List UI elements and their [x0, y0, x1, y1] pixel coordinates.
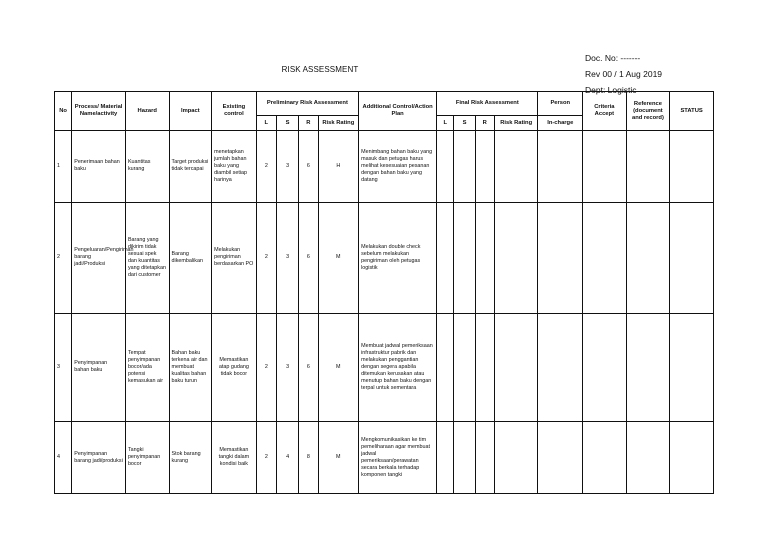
row-person-in-charge: [538, 422, 583, 494]
header-prelim-r: R: [299, 116, 318, 131]
row-process: Penyimpanan bahan baku: [72, 313, 126, 422]
row-criteria: [583, 202, 627, 313]
header-preliminary: Preliminary Risk Assessment: [256, 92, 358, 116]
row-reference: [626, 202, 670, 313]
row-hazard: Kuantitas kurang: [125, 131, 169, 203]
row-final-risk-rating: [494, 313, 538, 422]
table-row: [55, 202, 714, 313]
header-prelim-l: L: [256, 116, 276, 131]
row-reference: [626, 131, 670, 203]
table-row: [55, 131, 714, 203]
row-prelim-s: 4: [276, 422, 298, 494]
row-process: Penyimpanan barang jadi/produksi: [72, 422, 126, 494]
row-impact: Stok barang kurang: [169, 422, 212, 494]
row-impact: Barang dikembalikan: [169, 202, 212, 313]
row-prelim-risk-rating: M: [318, 313, 359, 422]
row-status: [670, 131, 714, 203]
revision: Rev 00 / 1 Aug 2019: [585, 69, 663, 79]
header-reference: Reference (document and record): [626, 92, 670, 131]
header-process: Process/ Material Name/activity: [72, 92, 126, 131]
row-final-r: [475, 202, 494, 313]
row-hazard: Barang yang dikirim tidak sesuai spek dan kuantitas yang ditetapkan dari customer: [125, 202, 169, 313]
row-hazard: Tempat penyimpanan bocor/ada potensi kemasukan air: [125, 313, 169, 422]
row-person-in-charge: [538, 131, 583, 203]
header-person-in-charge: In-charge: [538, 116, 583, 131]
row-existing-control: menetapkan jumlah bahan baku yang diambil setiap harinya: [212, 131, 257, 203]
row-additional-control: Membuat jadwal pemeriksaan infrastruktur pabrik dan melakukan penggantian dengan segera apabila ditemukan kerusakan atau menutup bahan baku dengan terpal untuk sementara: [359, 313, 437, 422]
row-prelim-risk-rating: H: [318, 131, 359, 203]
header-impact: Impact: [169, 92, 212, 131]
row-prelim-s: 3: [276, 131, 298, 203]
row-prelim-r: 6: [299, 131, 318, 203]
row-prelim-s: 3: [276, 202, 298, 313]
header-no: No: [55, 92, 72, 131]
document-title: RISK ASSESSMENT: [281, 65, 359, 74]
row-prelim-l: 2: [256, 131, 276, 203]
row-reference: [626, 313, 670, 422]
row-impact: Bahan baku terkena air dan membuat kualitas bahan baku turun: [169, 313, 212, 422]
row-prelim-r: 6: [299, 313, 318, 422]
row-prelim-risk-rating: M: [318, 202, 359, 313]
department: Dept: Logistic: [585, 85, 637, 95]
row-process: Pengeluaran/Pengiriman barang jadi/Produksi: [72, 202, 126, 313]
row-final-risk-rating: [494, 422, 538, 494]
row-criteria: [583, 131, 627, 203]
row-final-risk-rating: [494, 131, 538, 203]
row-existing-control: Melakukan pengiriman berdasarkan PO: [212, 202, 257, 313]
row-final-r: [475, 131, 494, 203]
row-no: 3: [55, 313, 72, 422]
row-criteria: [583, 422, 627, 494]
header-criteria: Criteria Accept: [583, 92, 627, 131]
table-row: [55, 313, 714, 422]
row-status: [670, 422, 714, 494]
row-final-l: [437, 422, 454, 494]
row-final-r: [475, 313, 494, 422]
row-final-risk-rating: [494, 202, 538, 313]
row-final-s: [454, 313, 475, 422]
row-hazard: Tangki penyimpanan bocor: [125, 422, 169, 494]
row-final-r: [475, 422, 494, 494]
header-final-r: R: [475, 116, 494, 131]
header-final-s: S: [454, 116, 475, 131]
row-prelim-risk-rating: M: [318, 422, 359, 494]
risk-assessment-table: [54, 91, 714, 494]
row-prelim-r: 8: [299, 422, 318, 494]
row-status: [670, 202, 714, 313]
row-final-s: [454, 422, 475, 494]
row-final-s: [454, 131, 475, 203]
header-status: STATUS: [670, 92, 714, 131]
row-final-s: [454, 202, 475, 313]
row-no: 2: [55, 202, 72, 313]
row-reference: [626, 422, 670, 494]
row-additional-control: Mengkomunikasikan ke tim pemeliharaan agar membuat jadwal pemeriksaan/perawatan secara berkala terhadap komponen tangki: [359, 422, 437, 494]
header-prelim-risk-rating: Risk Rating: [318, 116, 359, 131]
row-additional-control: Melakukan double check sebelum melakukan pengiriman oleh petugas logistik: [359, 202, 437, 313]
row-final-l: [437, 313, 454, 422]
row-no: 1: [55, 131, 72, 203]
row-person-in-charge: [538, 313, 583, 422]
row-existing-control: Memastikan atap gudang tidak bocor: [212, 313, 257, 422]
row-prelim-l: 2: [256, 313, 276, 422]
row-final-l: [437, 202, 454, 313]
row-prelim-l: 2: [256, 422, 276, 494]
header-prelim-s: S: [276, 116, 298, 131]
table-row: [55, 422, 714, 494]
row-process: Penerimaan bahan baku: [72, 131, 126, 203]
row-existing-control: Memastikan tangki dalam kondisi baik: [212, 422, 257, 494]
row-no: 4: [55, 422, 72, 494]
header-final-risk-rating: Risk Rating: [494, 116, 538, 131]
row-prelim-l: 2: [256, 202, 276, 313]
header-hazard: Hazard: [125, 92, 169, 131]
header-existing-control: Existing control: [212, 92, 257, 131]
row-additional-control: Menimbang bahan baku yang masuk dan petugas harus melihat kesesuaian pesanan dengan bahan baku yang datang: [359, 131, 437, 203]
row-prelim-s: 3: [276, 313, 298, 422]
header-additional-control: Additional Control/Action Plan: [359, 92, 437, 131]
row-criteria: [583, 313, 627, 422]
row-final-l: [437, 131, 454, 203]
header-row-1: [55, 92, 714, 116]
row-person-in-charge: [538, 202, 583, 313]
header-final-l: L: [437, 116, 454, 131]
header-final: Final Risk Assessment: [437, 92, 538, 116]
row-prelim-r: 6: [299, 202, 318, 313]
doc-number: Doc. No: -------: [585, 53, 641, 63]
header-person: Person: [538, 92, 583, 116]
row-status: [670, 313, 714, 422]
row-impact: Target produksi tidak tercapai: [169, 131, 212, 203]
